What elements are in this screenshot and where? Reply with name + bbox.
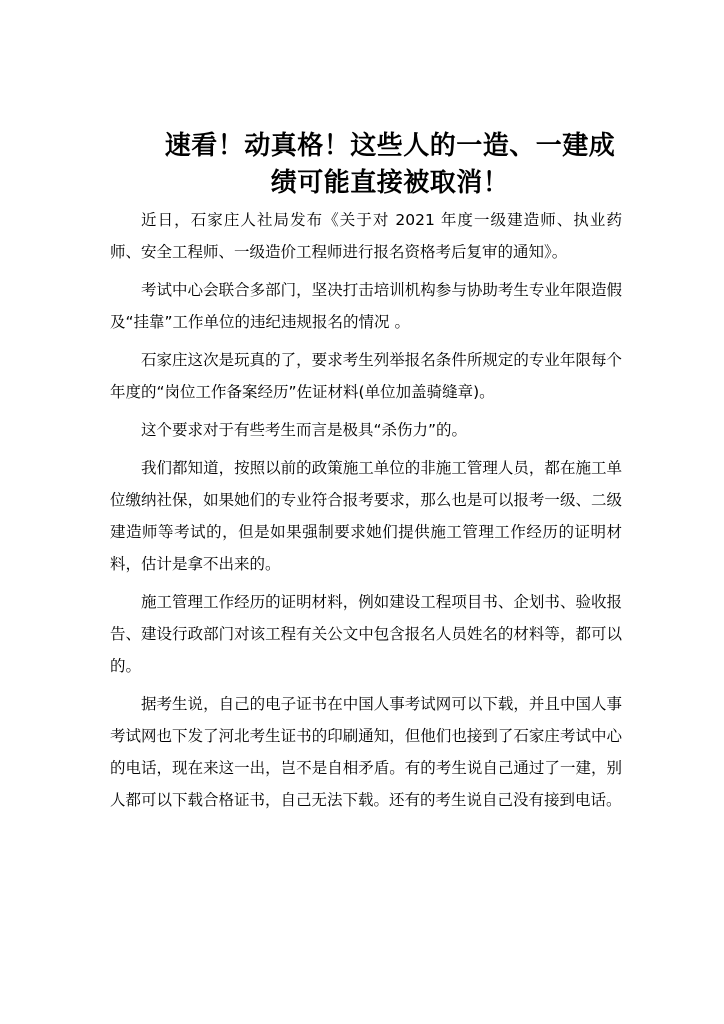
paragraph-5: 我们都知道，按照以前的政策施工单位的非施工管理人员，都在施工单位缴纳社保，如果她们的专业符合报考要求，那么也是可以报考一级、二级建造师等考试的，但是如果强制要求她们提供施工管理工作经历的证明材料，估计是拿不出来的。 [110,459,622,573]
page-title [110,128,670,202]
paragraph-3: 石家庄这次是玩真的了，要求考生列举报名条件所规定的专业年限每个年度的“岗位工作备案经历”佐证材料(单位加盖骑缝章)。 [110,351,622,401]
paragraph-1: 近日，石家庄人社局发布《关于对 2021 年度一级建造师、执业药师、安全工程师、一级造价工程师进行报名资格考后复审的通知》。 [110,211,622,261]
paragraph-6: 施工管理工作经历的证明材料，例如建设工程项目书、企划书、验收报告、建设行政部门对该工程有关公文中包含报名人员姓名的材料等，都可以的。 [110,593,622,675]
article-body [110,204,622,822]
paragraph-4: 这个要求对于有些考生而言是极具“杀伤力”的。 [141,421,468,439]
title-line-2: 绩可能直接被取消！ [270,168,510,198]
paragraph-2: 考试中心会联合多部门，坚决打击培训机构参与协助考生专业年限造假及“挂靠”工作单位的违纪违规报名的情况 。 [110,281,622,331]
paragraph-7: 据考生说，自己的电子证书在中国人事考试网可以下载，并且中国人事考试网也下发了河北考生证书的印刷通知，但他们也接到了石家庄考试中心的电话，现在来这一出，岂不是自相矛盾。有的考生说自己通过了一建，别人都可以下载合格证书，自己无法下载。还有的考生说自己没有接到电话。 [110,695,622,809]
title-line-1: 速看！动真格！这些人的一造、一建成 [164,131,616,161]
